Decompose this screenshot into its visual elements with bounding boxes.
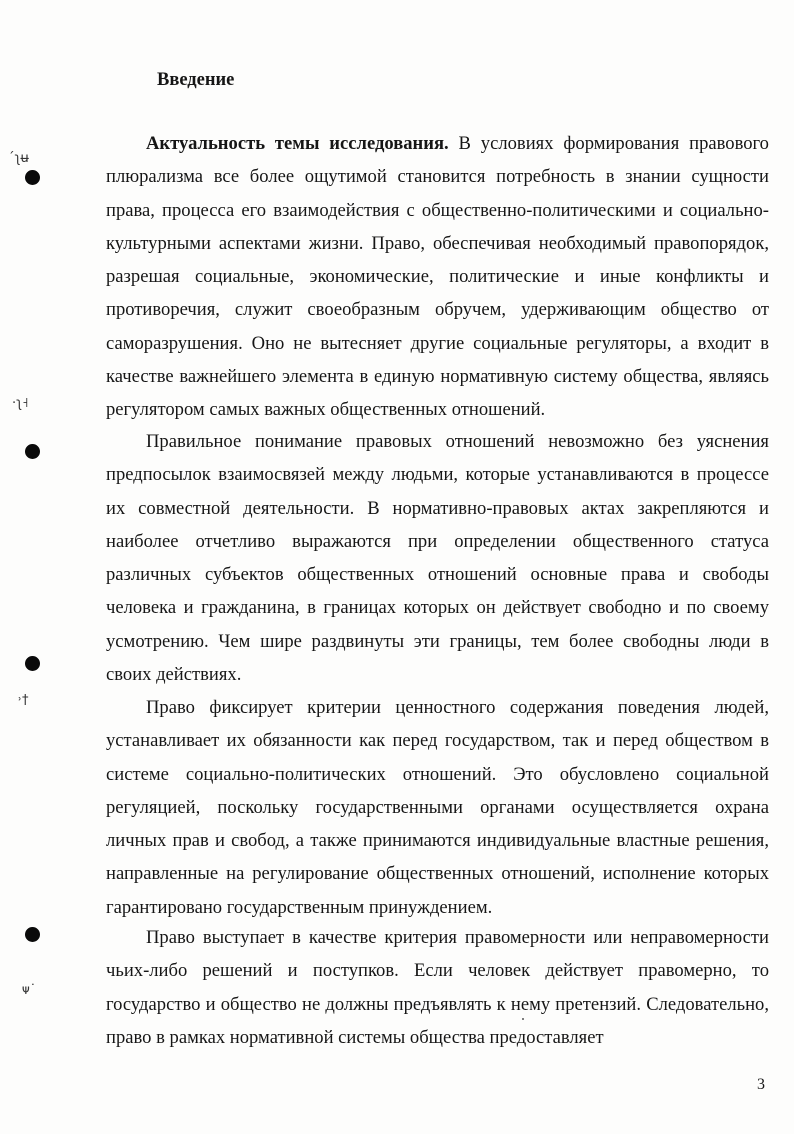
binder-hole-icon	[25, 444, 40, 459]
paragraph-1-lead: Актуальность темы исследования.	[146, 133, 449, 154]
paragraph-1-text: В условиях формирования правового плюрализма все более ощутимой становится потребность в знании сущности права, процесса его взаимодействия с общественно-политическими и социально-культурными аспектами жизни. Право, обеспечивая необходимый правопорядок, разрешая социальные, экономические, политические и иные конфликты и противоречия, служит своеобразным обручем, удерживающим общество от саморазрушения. Оно не вытесняет другие социальные регуляторы, а входит в качестве важнейшего элемента в единую нормативную систему общества, являясь регулятором самых важных общественных отношений.	[106, 133, 769, 421]
paragraph-4: Право выступает в качестве критерия правомерности или неправомерности чьих-либо решений и поступков. Если человек действует правомерно, то государство и общество не должны предъявлять к нему претензий. Следовательно, право в рамках нормативной системы общества предоставляет	[106, 927, 769, 1048]
binder-hole-icon	[25, 656, 40, 671]
binder-hole-icon	[25, 927, 40, 942]
scan-mark-2: ·ʅ˧	[12, 396, 29, 411]
binder-hole-icon	[25, 170, 40, 185]
scan-mark-1: ´ʅʉ	[8, 151, 29, 166]
paragraph-1	[106, 127, 769, 427]
paragraph-2: Правильное понимание правовых отношений невозможно без уяснения предпосылок взаимосвязей между людьми, которые устанавливаются в процессе их совместной деятельности. В нормативно-правовых актах закрепляются и наиболее отчетливо выражаются при определении общественного статуса различных субъектов общественных отношений основные права и свободы человека и гражданина, в границах которых он действует свободно и по своему усмотрению. Чем шире раздвинуты эти границы, тем более свободны люди в своих действиях.	[106, 431, 769, 686]
paragraph-3: Право фиксирует критерии ценностного содержания поведения людей, устанавливает их обязанности как перед государством, так и перед обществом в системе социально-политических отношений. Это обусловлено социальной регуляцией, поскольку государственными органами осуществляется охрана личных прав и свобод, а также принимаются индивидуальные властные решения, направленные на регулирование общественных отношений, исполнение которых гарантировано государственным принуждением.	[106, 697, 769, 918]
scan-mark-4: ᴪ˙	[22, 983, 37, 998]
scan-speck	[522, 1018, 524, 1020]
page-number: 3	[757, 1076, 765, 1093]
page-title: Введение	[157, 70, 235, 90]
scan-mark-3: ˒†	[18, 693, 29, 708]
